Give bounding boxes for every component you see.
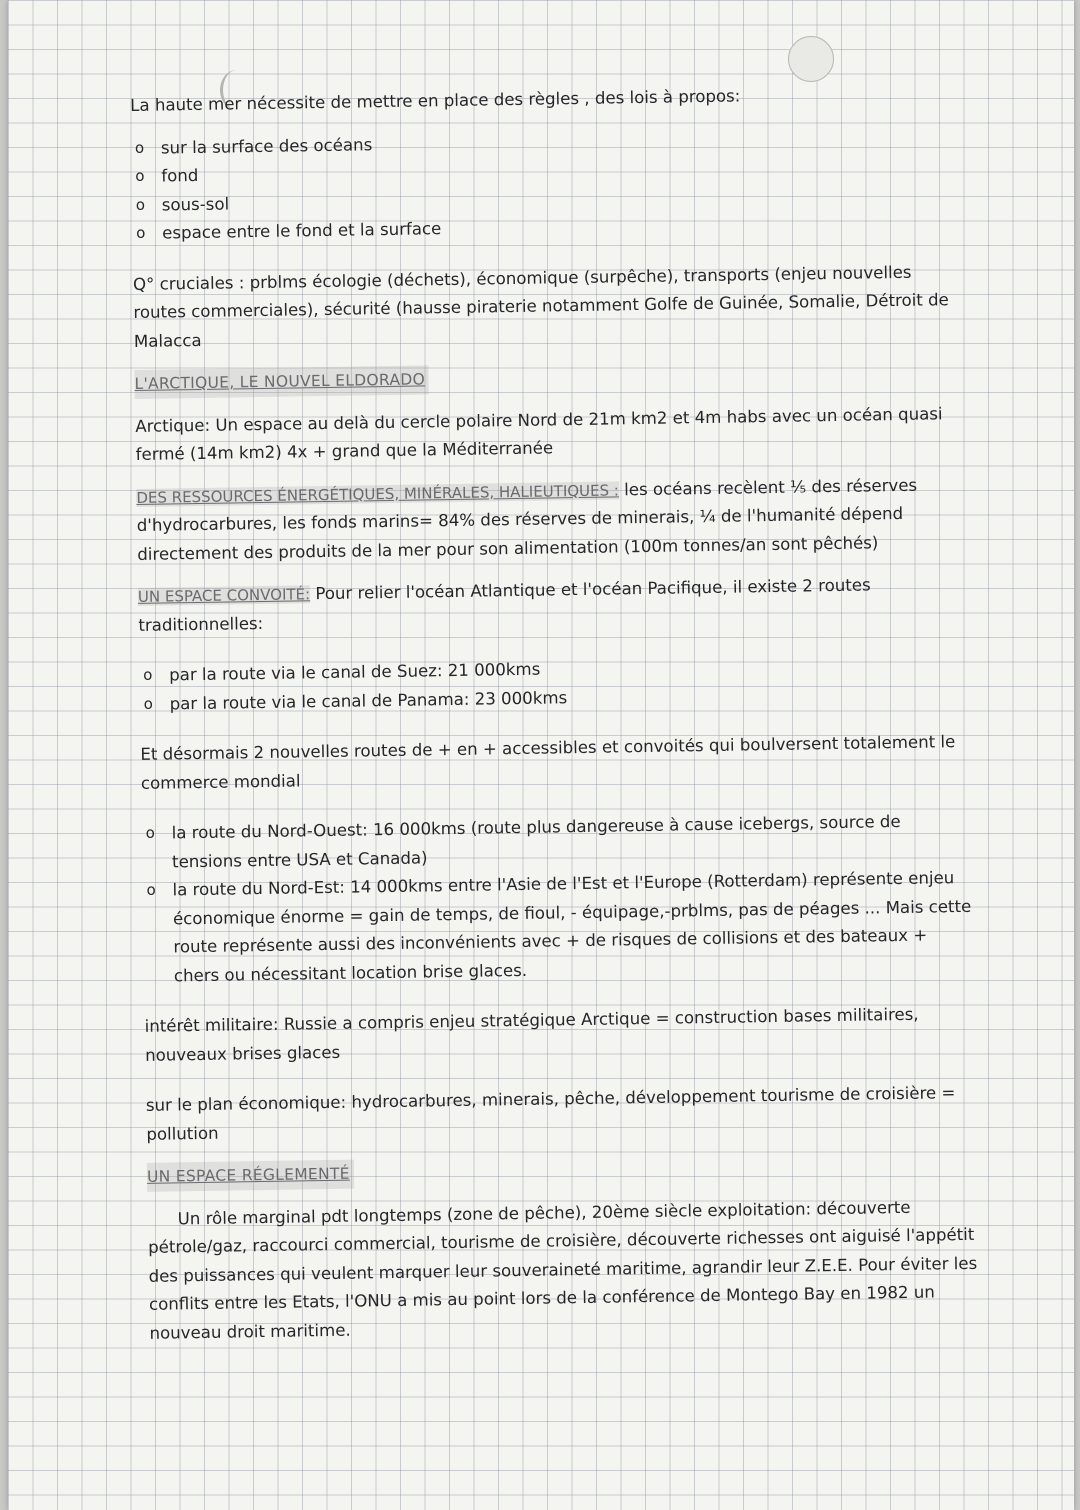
list-item: o la route du Nord-Est: 14 000kms entre l'Asie de l'Est et l'Europe (Rotterdam) représente enjeu économique énorme = gain de temps, de fioul, - équipage,-prblms, pas de péages ... Mais cette route représente aussi des inconvénients avec + de risques de collisions et des bateaux + chers ou nécessitant location brise glaces.	[142, 864, 974, 991]
notes-content	[130, 79, 980, 1348]
list-item: o par la route via le canal de Suez: 21 000kms	[139, 649, 969, 691]
coveted-heading: UN ESPACE CONVOITÉ:	[137, 585, 311, 606]
final-paragraph: Un rôle marginal pdt longtemps (zone de pêche), 20ème siècle exploitation: découverte pétrole/gaz, raccourci commercial, tourisme de croisière, découverte richesses ont aiguisé l'appétit des puissances qui veulent marquer leur souveraineté maritime, agrandir leur Z.E.E. Pour éviter les conflits entre les Etats, l'ONU a mis au point lors de la conférence de Montego Bay en 1982 un nouveau droit maritime.	[148, 1197, 978, 1343]
list-item: o espace entre le fond et la surface	[132, 207, 962, 249]
bullet-list-new-routes	[141, 807, 974, 991]
questions-paragraph: Q° cruciales : prblms écologie (déchets), économique (surpêche), transports (enjeu nouvelles routes commerciales), sécurité (hausse piraterie notamment Golfe de Guinée, Somalie, Détroit de Malacca	[132, 262, 949, 351]
list-item: o sur la surface des océans	[131, 121, 961, 163]
list-item: o sous-sol	[132, 178, 962, 220]
list-item: o par la route via le canal de Panama: 23 000kms	[139, 677, 969, 719]
intro-paragraph: La haute mer nécessite de mettre en place des règles , des lois à propos:	[130, 86, 741, 115]
military-paragraph: intérêt militaire: Russie a compris enjeu stratégique Arctique = construction bases militaires, nouveaux brises glaces	[144, 1004, 919, 1065]
list-item: o fond	[131, 150, 961, 192]
economic-paragraph: sur le plan économique: hydrocarbures, minerais, pêche, développement tourisme de croisière = pollution	[145, 1083, 956, 1144]
notebook-page	[8, 0, 1074, 1510]
resources-text: les océans recèlent ⅕ des réserves d'hydrocarbures, les fonds marins= 84% des réserves de minerais, ¼ de l'humanité dépend directement des produits de la mer pour son alimentation (100m tonnes/an sont pêchés)	[136, 475, 918, 564]
list-item: o la route du Nord-Ouest: 16 000kms (route plus dangereuse à cause icebergs, source de tensions entre USA et Canada)	[141, 807, 972, 877]
resources-heading: DES RESSOURCES ÉNERGÉTIQUES, MINÉRALES, HALIEUTIQUES :	[136, 480, 620, 507]
coveted-text: Pour relier l'océan Atlantique et l'océan Pacifique, il existe 2 routes traditionnelles:	[138, 575, 871, 635]
new-routes-paragraph: Et désormais 2 nouvelles routes de + en + accessibles et convoités qui boulversent totalement le commerce mondial	[140, 732, 956, 793]
bullet-list-rules	[131, 121, 963, 248]
arctic-definition: Arctique: Un espace au delà du cercle polaire Nord de 21m km2 et 4m habs avec un océan quasi fermé (14m km2) 4x + grand que la Méditerranée	[135, 403, 943, 464]
section-heading-arctic: L'ARCTIQUE, LE NOUVEL ELDORADO	[134, 365, 429, 398]
punch-hole-right	[788, 36, 834, 82]
resources-paragraph	[136, 470, 967, 569]
section-heading-regulated: UN ESPACE RÉGLEMENTÉ	[147, 1160, 354, 1192]
